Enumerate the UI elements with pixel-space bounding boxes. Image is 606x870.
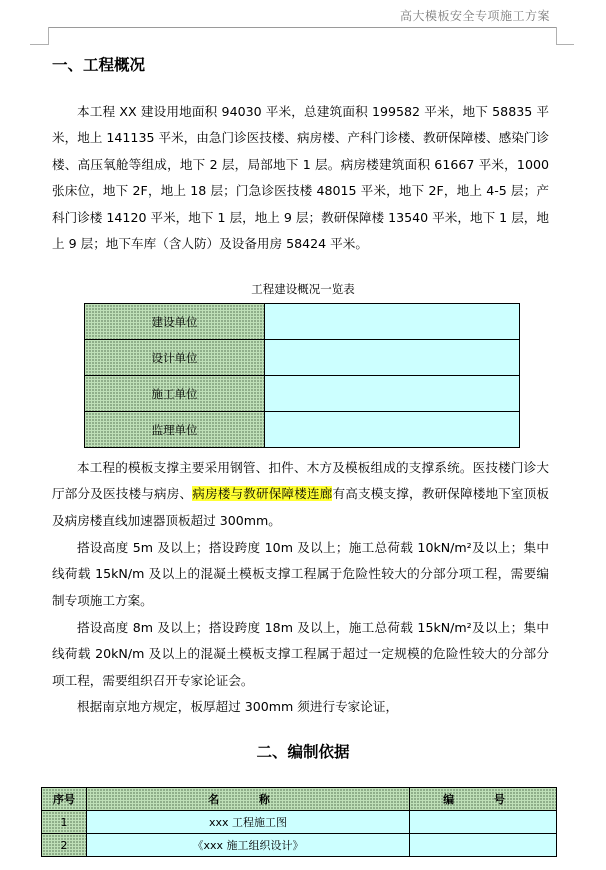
row-value — [265, 340, 520, 376]
row-name: 《xxx 施工组织设计》 — [87, 834, 410, 857]
row-value — [265, 412, 520, 448]
col-header-name — [87, 788, 410, 811]
crop-mark-right-v — [556, 27, 557, 45]
table-caption: 工程建设概况一览表 — [251, 282, 355, 296]
col-header-no: 序号 — [42, 788, 87, 811]
header-rule — [48, 27, 556, 28]
crop-mark-left-h — [30, 44, 48, 45]
row-no: 2 — [42, 834, 87, 857]
formwork-text-end: 有高支模支撑，教研保障楼地下室顶板及病房楼直线加速器顶板超过 300mm。 — [52, 486, 550, 528]
row-no: 1 — [42, 811, 87, 834]
crop-mark-left-v — [48, 27, 49, 45]
col-header-code-text: 编 号 — [443, 793, 523, 806]
col-header-name-text: 名 称 — [208, 793, 288, 806]
row-code — [410, 811, 557, 834]
section-heading-basis: 二、编制依据 — [256, 743, 350, 761]
nanjing-rule-paragraph: 根据南京地方规定，板厚超过 300mm 须进行专家论证， — [77, 699, 399, 714]
row-label: 监理单位 — [85, 412, 265, 448]
formwork-text-start: 本工程的模板支撑主要采用钢管、扣件、木方及模板组成的支撑系统。医技楼门诊大厅部分及医技楼与病房、 — [52, 460, 549, 502]
table-row — [42, 834, 557, 857]
row-label: 施工单位 — [85, 376, 265, 412]
table-row — [85, 376, 520, 412]
row-label: 设计单位 — [85, 340, 265, 376]
header-title: 高大模板安全专项施工方案 — [399, 9, 550, 23]
table-row — [42, 811, 557, 834]
basis-table — [41, 787, 557, 857]
table-row — [85, 304, 520, 340]
section-heading-overview: 一、工程概况 — [52, 56, 146, 74]
table-header-row — [42, 788, 557, 811]
row-name: xxx 工程施工图 — [87, 811, 410, 834]
expert-review-paragraph: 搭设高度 8m 及以上；搭设跨度 18m 及以上，施工总荷载 15kN/m²及以上；集中线荷载 20kN/m 及以上的混凝土模板支撑工程属于超过一定规模的危险性较大的分部分项工程，需要组织召开专家论证会。 — [52, 620, 549, 688]
row-value — [265, 376, 520, 412]
dangerous-works-paragraph: 搭设高度 5m 及以上；搭设跨度 10m 及以上；施工总荷载 10kN/m²及以上；集中线荷载 15kN/m 及以上的混凝土模板支撑工程属于危险性较大的分部分项工程，需要编制专项施工方案。 — [52, 540, 549, 608]
col-header-code — [410, 788, 557, 811]
row-code — [410, 834, 557, 857]
row-value — [265, 304, 520, 340]
formwork-paragraph — [52, 455, 549, 534]
highlighted-text: 病房楼与教研保障楼连廊 — [192, 486, 333, 502]
overview-paragraph: 本工程 XX 建设用地面积 94030 平米，总建筑面积 199582 平米，地下 58835 平米，地上 141135 平米，由急门诊医技楼、病房楼、产科门诊楼、教研保障楼、感染门诊楼、高压氧舱等组成，地下 2 层，局部地下 1 层。病房楼建筑面积 61667 平米，1000 张床位，地下 2F，地上 18 层；门急诊医技楼 48015 平米，地下 2F，地上 4-5 层；产科门诊楼 14120 平米，地下 1 层，地上 9 层；教研保障楼 13540 平米，地下 1 层，地上 9 层；地下车库（含人防）及设备用房 58424 平米。 — [52, 104, 549, 252]
table-row — [85, 340, 520, 376]
table-row — [85, 412, 520, 448]
crop-mark-right-h — [556, 44, 574, 45]
project-overview-table — [84, 303, 520, 448]
row-label: 建设单位 — [85, 304, 265, 340]
